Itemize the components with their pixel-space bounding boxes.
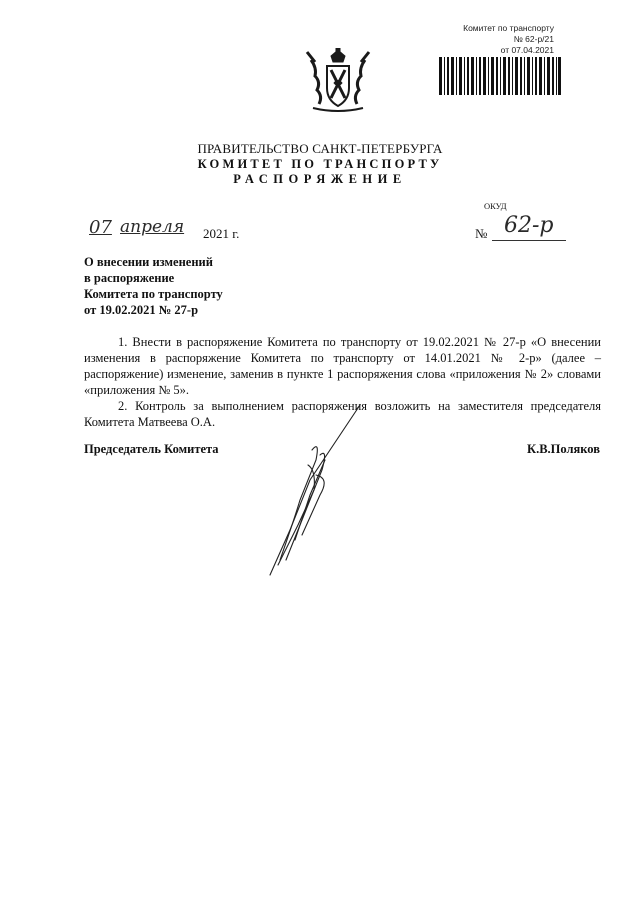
handwritten-signature <box>250 400 370 580</box>
signatory-position: Председатель Комитета <box>84 442 219 456</box>
subject-line: от 19.02.2021 № 27-р <box>84 303 199 317</box>
paragraph-2: 2. Контроль за выполнением распоряжения возложить на заместителя председателя Комитета Матвеева О.А. <box>84 399 601 429</box>
barcode-icon <box>439 57 561 95</box>
signatory-name: К.В.Поляков <box>527 442 600 456</box>
coat-of-arms-icon <box>303 48 373 114</box>
document-subject <box>84 254 223 318</box>
stamp-line-date: от 07.04.2021 <box>500 45 554 55</box>
number-label: № <box>475 226 488 241</box>
subject-line: О внесении изменений <box>84 255 213 269</box>
paragraph-1: 1. Внести в распоряжение Комитета по транспорту от 19.02.2021 № 27-р «О внесении изменения в распоряжение Комитета по транспорту от 14.01.2021 № 2-р» (далее – распоряжение) изменение, заменив в пункте 1 распоряжения слова «приложения № 2» словами «приложения № 5». <box>84 335 601 397</box>
date-day-handwritten: 07 <box>89 217 112 238</box>
document-type: РАСПОРЯЖЕНИЕ <box>233 172 407 186</box>
date-year: 2021 г. <box>203 226 240 241</box>
subject-line: Комитета по транспорту <box>84 287 223 301</box>
number-underline <box>492 240 566 241</box>
government-title: ПРАВИТЕЛЬСТВО САНКТ-ПЕТЕРБУРГА <box>197 141 443 156</box>
registration-stamp <box>414 23 554 56</box>
committee-title: КОМИТЕТ ПО ТРАНСПОРТУ <box>197 157 443 171</box>
stamp-line-number: № 62-р/21 <box>513 34 554 44</box>
subject-line: в распоряжение <box>84 271 175 285</box>
date-month-handwritten: апреля <box>120 217 185 237</box>
okud-label: ОКУД <box>484 201 507 211</box>
stamp-line-committee: Комитет по транспорту <box>463 23 554 33</box>
number-handwritten: 62-р <box>504 213 554 238</box>
